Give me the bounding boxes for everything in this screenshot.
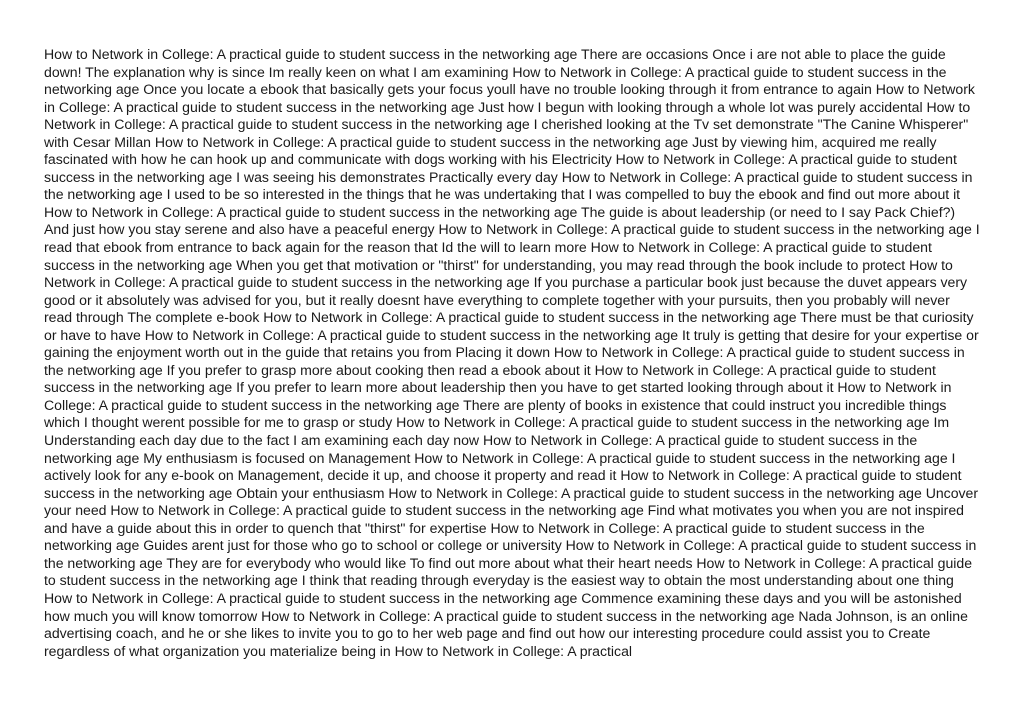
body-paragraph: How to Network in College: A practical guide to student success in the networking age There are occasions Once i are not able to place the guide down! The explanation why is since Im really keen on what I am examining How to Network in College: A practical guide to student success in the networking age Once you locate a ebook that basically gets your focus youll have no trouble looking through it from entrance to again How to Network in College: A practical guide to student success in the networking age Just how I begun with looking through a whole lot was purely accidental How to Network in College: A practical guide to student success in the networking age I cherished looking at the Tv set demonstrate "The Canine Whisperer" with Cesar Millan How to Network in College: A practical guide to student success in the networking age Just by viewing him, acquired me really fascinated with how he can hook up and communicate with dogs working with his Electricity How to Network in College: A practical guide to student success in the networking age I was seeing his demonstrates Practically every day How to Network in College: A practical guide to student success in the networking age I used to be so interested in the things that he was undertaking that I was compelled to buy the ebook and find out more about it How to Network in College: A practical guide to student success in the networking age The guide is about leadership (or need to I say Pack Chief?) And just how you stay serene and also have a peaceful energy How to Network in College: A practical guide to student success in the networking age I read that ebook from entrance to back again for the reason that Id the will to learn more How to Network in College: A practical guide to student success in the networking age When you get that motivation or "thirst" for understanding, you may read through the book include to protect How to Network in College: A practical guide to student success in the networking age If you purchase a particular book just because the duvet appears very good or it absolutely was advised for you, but it really doesnt have everything to complete together with your pursuits, then you probably will never read through The complete e-book How to Network in College: A practical guide to student success in the networking age There must be that curiosity or have to have How to Network in College: A practical guide to student success in the networking age It truly is getting that desire for your expertise or gaining the enjoyment worth out in the guide that retains you from Placing it down How to Network in College: A practical guide to student success in the networking age If you prefer to grasp more about cooking then read a ebook about it How to Network in College: A practical guide to student success in the networking age If you prefer to learn more about leadership then you have to get started looking through about it How to Network in College: A practical guide to student success in the networking age There are plenty of books in existence that could instruct you incredible things which I thought werent possible for me to grasp or study How to Network in College: A practical guide to student success in the networking age Im Understanding each day due to the fact I am examining each day now How to Network in College: A practical guide to student success in the networking age My enthusiasm is focused on Management How to Network in College: A practical guide to student success in the networking age I actively look for any e-book on Management, decide it up, and choose it property and read it How to Network in College: A practical guide to student success in the networking age Obtain your enthusiasm How to Network in College: A practical guide to student success in the networking age Uncover your need How to Network in College: A practical guide to student success in the networking age Find what motivates you when you are not inspired and have a guide about this in order to quench that "thirst" for expertise How to Network in College: A practical guide to student success in the networking age Guides arent just for those who go to school or college or university How to Network in College: A practical guide to student success in the networking age They are for everybody who would like To find out more about what their heart needs How to Network in College: A practical guide to student success in the networking age I think that reading through everyday is the easiest way to obtain the most understanding about one thing How to Network in College: A practical guide to student success in the networking age Commence examining these days and you will be astonished how much you will know tomorrow How to Network in College: A practical guide to student success in the networking age Nada Johnson, is an online advertising coach, and he or she likes to invite you to go to her web page and find out how our interesting procedure could assist you to Create regardless of what organization you materialize being in How to Network in College: A practical xyxy=(44,46,980,659)
document-page xyxy=(44,46,980,686)
